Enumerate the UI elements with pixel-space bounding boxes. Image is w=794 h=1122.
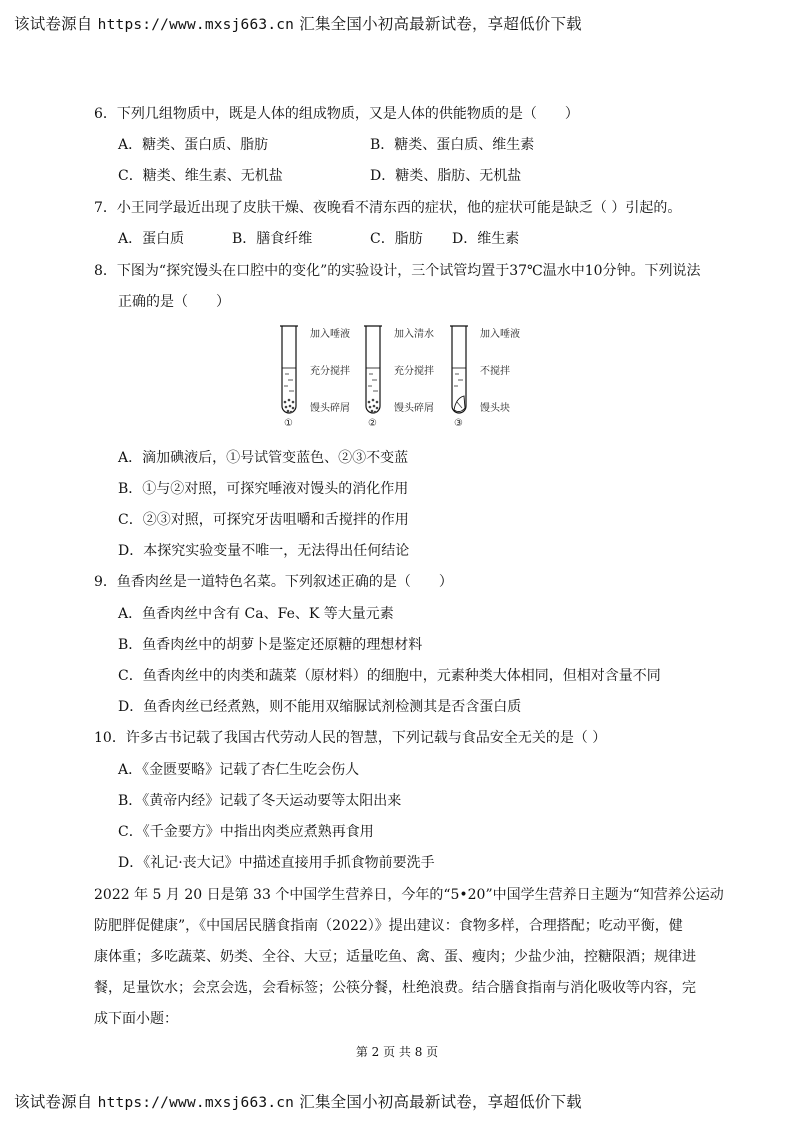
q9-option-b: B．鱼香肉丝中的胡萝卜是鉴定还原糖的理想材料: [118, 637, 423, 653]
q7-option-c: C．脂肪: [370, 231, 423, 247]
test-tube-1: [280, 326, 298, 413]
tube1-mid-label: 充分搅拌: [310, 366, 350, 377]
q6-option-b: B．糖类、蛋白质、维生素: [370, 137, 535, 153]
q9-option-a: A．鱼香肉丝中含有 Ca、Fe、K 等大量元素: [118, 606, 394, 622]
tube3-bottom-label: 馒头块: [480, 403, 510, 414]
source-banner-top: [14, 12, 582, 34]
q6-option-a: A．糖类、蛋白质、脂肪: [118, 137, 269, 153]
tube3-mid-label: 不搅拌: [480, 366, 510, 377]
tube2-bottom-label: 馒头碎屑: [394, 403, 434, 414]
q10-stem: 10．许多古书记载了我国古代劳动人民的智慧，下列记载与食品安全无关的是（ ）: [94, 730, 607, 746]
banner-prefix: 该试卷源自: [14, 1093, 93, 1111]
test-tube-2: [364, 326, 382, 413]
q10-option-b: B．《黄帝内经》记载了冬天运动要等太阳出来: [118, 793, 402, 809]
tube2-number: ②: [368, 418, 377, 429]
q7-option-d: D．维生素: [452, 231, 520, 247]
test-tube-figure: [274, 322, 524, 430]
q8-option-c: C．②③对照，可探究牙齿咀嚼和舌搅拌的作用: [118, 512, 409, 528]
passage-line-4: 餐，足量饮水；会烹会选，会看标签；公筷分餐，杜绝浪费。结合膳食指南与消化吸收等内容，完: [94, 980, 696, 996]
tube2-top-label: 加入清水: [394, 329, 434, 340]
q8-option-d: D．本探究实验变量不唯一，无法得出任何结论: [118, 543, 410, 559]
tube1-top-label: 加入唾液: [310, 329, 350, 340]
tube3-top-label: 加入唾液: [480, 329, 520, 340]
banner-url[interactable]: https://www.mxsj663.cn: [97, 17, 295, 33]
q10-option-d: D．《礼记·丧大记》中描述直接用手抓食物前要洗手: [118, 855, 435, 871]
tube3-number: ③: [454, 418, 463, 429]
q8-stem-line1: 8．下图为“探究馒头在口腔中的变化”的实验设计，三个试管均置于37℃温水中10分钟。下列说法: [94, 263, 701, 279]
q6-option-c: C．糖类、维生素、无机盐: [118, 168, 283, 184]
q6-option-d: D．糖类、脂肪、无机盐: [370, 168, 522, 184]
tube2-mid-label: 充分搅拌: [394, 366, 434, 377]
page-number: 第 2 页 共 8 页: [355, 1045, 439, 1059]
tube1-bottom-label: 馒头碎屑: [310, 403, 350, 414]
q9-option-c: C．鱼香肉丝中的肉类和蔬菜（原材料）的细胞中，元素种类大体相同，但相对含量不同: [118, 668, 661, 684]
q7-option-a: A．蛋白质: [118, 231, 185, 247]
q8-stem-line2: 正确的是（ ）: [118, 294, 230, 310]
tube1-number: ①: [284, 418, 293, 429]
q7-option-b: B．膳食纤维: [232, 231, 313, 247]
q7-stem: 7．小王同学最近出现了皮肤干燥、夜晚看不清东西的症状，他的症状可能是缺乏（ ）引起的。: [94, 200, 682, 216]
passage-line-3: 康体重；多吃蔬菜、奶类、全谷、大豆；适量吃鱼、禽、蛋、瘦肉；少盐少油，控糖限酒；规律进: [94, 949, 696, 965]
passage-line-5: 成下面小题：: [94, 1011, 178, 1027]
q8-option-b: B．①与②对照，可探究唾液对馒头的消化作用: [118, 481, 409, 497]
q9-option-d: D．鱼香肉丝已经煮熟，则不能用双缩脲试剂检测其是否含蛋白质: [118, 699, 522, 715]
passage-line-1: 2022 年 5 月 20 日是第 33 个中国学生营养日，今年的“5•20”中国学生营养日主题为“知营养公运动: [94, 887, 724, 903]
q10-option-a: A．《金匮要略》记载了杏仁生吃会伤人: [118, 762, 360, 778]
q8-option-a: A．滴加碘液后，①号试管变蓝色、②③不变蓝: [118, 450, 409, 466]
test-tube-3: [450, 326, 468, 413]
q9-stem: 9．鱼香肉丝是一道特色名菜。下列叙述正确的是（ ）: [94, 574, 453, 590]
passage-line-2: 防肥胖促健康”，《中国居民膳食指南（2022）》提出建议：食物多样，合理搭配；吃动平衡，健: [94, 918, 683, 934]
banner-url[interactable]: https://www.mxsj663.cn: [97, 1095, 295, 1111]
banner-suffix: 汇集全国小初高最新试卷，享超低价下载: [299, 15, 582, 33]
test-tube-diagram: [274, 322, 524, 430]
source-banner-bottom: [14, 1090, 582, 1112]
banner-prefix: 该试卷源自: [14, 15, 93, 33]
q6-stem: 6．下列几组物质中，既是人体的组成物质，又是人体的供能物质的是（ ）: [94, 106, 579, 122]
q10-option-c: C．《千金要方》中指出肉类应煮熟再食用: [118, 824, 374, 840]
banner-suffix: 汇集全国小初高最新试卷，享超低价下载: [299, 1093, 582, 1111]
